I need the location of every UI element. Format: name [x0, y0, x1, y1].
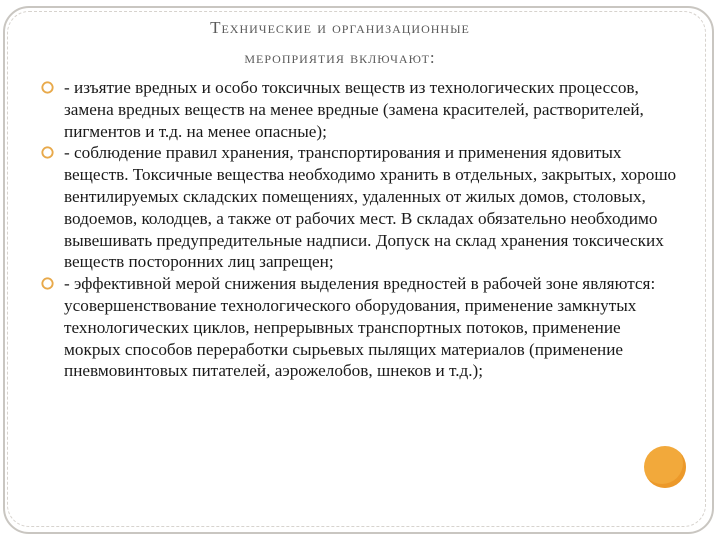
- decorative-orange-circle: [644, 446, 686, 488]
- bullet-text: - эффективной мерой снижения выделения вредностей в рабочей зоне являются: усовершенствование технологического оборудования, применение замкнутых технологических циклов, непрерывных транспортных потоков, применение мокрых способов переработки сырьевых пылящих материалов (применение пневмовинтовых питателей, аэрожелобов, шнеков и т.д.);: [64, 274, 656, 381]
- bullet-item: [40, 77, 680, 142]
- bullet-item: [40, 142, 680, 273]
- ring-bullet-icon: [40, 80, 55, 95]
- title-line-1: Технические и организационные: [210, 18, 470, 37]
- bullet-text: - соблюдение правил хранения, транспортирования и применения ядовитых веществ. Токсичные вещества необходимо хранить в отдельных, закрытых, хорошо вентилируемых складских помещениях, удаленных от жилых домов, столовых, водоемов, колодцев, а также от рабочих мест. В складах обязательно необходимо вывешивать предупредительные надписи. Допуск на склад хранения токсических веществ посторонних лиц запрещен;: [64, 143, 677, 272]
- title-line-2: мероприятия включают:: [244, 48, 436, 67]
- bullet-list: [40, 77, 680, 382]
- ring-bullet-icon: [40, 145, 55, 160]
- bullet-text: - изъятие вредных и особо токсичных веществ из технологических процессов, замена вредных веществ на менее вредные (замена красителей, растворителей, пигментов и т.д. на менее опасные);: [64, 78, 644, 141]
- slide-title: [60, 13, 620, 73]
- ring-bullet-icon: [40, 276, 55, 291]
- bullet-item: [40, 273, 680, 382]
